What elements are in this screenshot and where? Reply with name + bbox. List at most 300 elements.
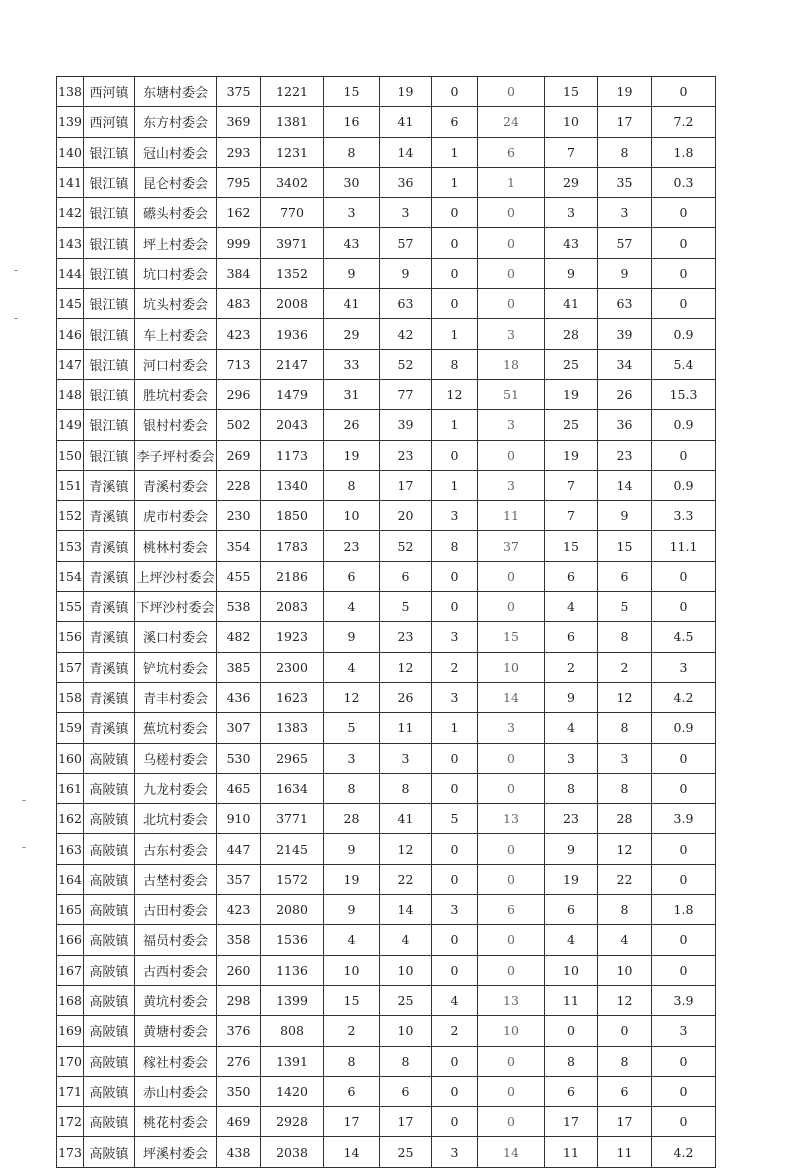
cell-col-k: 10 (598, 955, 652, 985)
cell-village: 上坪沙村委会 (135, 561, 217, 591)
cell-population: 2008 (261, 289, 324, 319)
cell-row-number: 150 (57, 440, 84, 470)
cell-row-number: 151 (57, 470, 84, 500)
cell-poor-households: 14 (324, 1137, 380, 1167)
cell-poor-households: 15 (324, 985, 380, 1015)
cell-poor-population: 42 (380, 319, 432, 349)
data-table (56, 76, 716, 1168)
cell-col-j: 6 (545, 1076, 598, 1106)
cell-population: 1420 (261, 1076, 324, 1106)
table-row (57, 470, 716, 500)
cell-col-h: 1 (432, 410, 478, 440)
cell-poor-households: 8 (324, 1046, 380, 1076)
cell-col-k: 63 (598, 289, 652, 319)
cell-col-j: 4 (545, 925, 598, 955)
cell-poor-population: 17 (380, 1107, 432, 1137)
cell-households: 465 (217, 773, 261, 803)
cell-poor-households: 3 (324, 198, 380, 228)
cell-col-h: 0 (432, 1076, 478, 1106)
cell-village: 赤山村委会 (135, 1076, 217, 1106)
cell-town: 青溪镇 (84, 682, 135, 712)
cell-poor-population: 9 (380, 258, 432, 288)
cell-population: 1383 (261, 713, 324, 743)
cell-col-j: 7 (545, 137, 598, 167)
cell-col-h: 0 (432, 955, 478, 985)
cell-col-h: 0 (432, 198, 478, 228)
cell-village: 东方村委会 (135, 107, 217, 137)
cell-rate: 0 (652, 1107, 716, 1137)
cell-col-i: 10 (478, 1016, 545, 1046)
cell-row-number: 164 (57, 864, 84, 894)
table-row (57, 592, 716, 622)
cell-col-h: 0 (432, 258, 478, 288)
cell-village: 车上村委会 (135, 319, 217, 349)
cell-village: 黄塘村委会 (135, 1016, 217, 1046)
cell-col-k: 39 (598, 319, 652, 349)
cell-col-j: 6 (545, 895, 598, 925)
cell-rate: 0 (652, 198, 716, 228)
table-row (57, 501, 716, 531)
cell-households: 438 (217, 1137, 261, 1167)
table-row (57, 925, 716, 955)
table-row (57, 864, 716, 894)
cell-village: 坪溪村委会 (135, 1137, 217, 1167)
cell-poor-population: 17 (380, 470, 432, 500)
cell-population: 2186 (261, 561, 324, 591)
cell-row-number: 145 (57, 289, 84, 319)
cell-col-h: 5 (432, 804, 478, 834)
cell-col-j: 6 (545, 561, 598, 591)
cell-poor-households: 8 (324, 773, 380, 803)
cell-col-k: 8 (598, 713, 652, 743)
cell-village: 李子坪村委会 (135, 440, 217, 470)
cell-poor-households: 26 (324, 410, 380, 440)
cell-households: 795 (217, 167, 261, 197)
cell-poor-population: 26 (380, 682, 432, 712)
cell-poor-households: 3 (324, 743, 380, 773)
cell-col-j: 3 (545, 743, 598, 773)
cell-village: 坑口村委会 (135, 258, 217, 288)
cell-col-k: 17 (598, 107, 652, 137)
cell-village: 冠山村委会 (135, 137, 217, 167)
cell-rate: 0.9 (652, 713, 716, 743)
cell-row-number: 171 (57, 1076, 84, 1106)
cell-rate: 0 (652, 592, 716, 622)
cell-col-k: 26 (598, 379, 652, 409)
cell-households: 469 (217, 1107, 261, 1137)
table-row (57, 1016, 716, 1046)
cell-col-i: 0 (478, 592, 545, 622)
cell-poor-population: 39 (380, 410, 432, 440)
cell-population: 1221 (261, 77, 324, 107)
cell-households: 162 (217, 198, 261, 228)
cell-households: 260 (217, 955, 261, 985)
cell-row-number: 148 (57, 379, 84, 409)
cell-town: 银江镇 (84, 289, 135, 319)
cell-town: 高陂镇 (84, 1107, 135, 1137)
cell-village: 蕉坑村委会 (135, 713, 217, 743)
cell-rate: 3.9 (652, 985, 716, 1015)
cell-town: 青溪镇 (84, 713, 135, 743)
cell-rate: 3.3 (652, 501, 716, 531)
cell-poor-population: 22 (380, 864, 432, 894)
cell-poor-population: 10 (380, 1016, 432, 1046)
cell-rate: 0 (652, 289, 716, 319)
cell-population: 808 (261, 1016, 324, 1046)
cell-poor-households: 9 (324, 895, 380, 925)
cell-col-h: 2 (432, 1016, 478, 1046)
cell-col-j: 19 (545, 379, 598, 409)
cell-row-number: 166 (57, 925, 84, 955)
cell-rate: 0.9 (652, 410, 716, 440)
cell-households: 538 (217, 592, 261, 622)
cell-households: 354 (217, 531, 261, 561)
cell-col-i: 6 (478, 137, 545, 167)
cell-population: 1381 (261, 107, 324, 137)
cell-households: 269 (217, 440, 261, 470)
table-row (57, 1076, 716, 1106)
cell-col-j: 11 (545, 1137, 598, 1167)
cell-col-i: 0 (478, 289, 545, 319)
cell-poor-households: 15 (324, 77, 380, 107)
cell-village: 胜坑村委会 (135, 379, 217, 409)
cell-population: 1352 (261, 258, 324, 288)
cell-households: 230 (217, 501, 261, 531)
cell-col-k: 12 (598, 985, 652, 1015)
cell-rate: 3 (652, 1016, 716, 1046)
cell-village: 虎市村委会 (135, 501, 217, 531)
cell-village: 礤头村委会 (135, 198, 217, 228)
cell-poor-households: 31 (324, 379, 380, 409)
cell-village: 溪口村委会 (135, 622, 217, 652)
cell-town: 青溪镇 (84, 531, 135, 561)
cell-households: 375 (217, 77, 261, 107)
cell-population: 1340 (261, 470, 324, 500)
cell-rate: 0 (652, 228, 716, 258)
cell-col-j: 10 (545, 955, 598, 985)
cell-col-h: 1 (432, 167, 478, 197)
cell-col-j: 4 (545, 592, 598, 622)
cell-col-h: 1 (432, 319, 478, 349)
cell-town: 青溪镇 (84, 652, 135, 682)
cell-rate: 0 (652, 1046, 716, 1076)
cell-poor-households: 17 (324, 1107, 380, 1137)
table-row (57, 379, 716, 409)
cell-col-k: 22 (598, 864, 652, 894)
cell-row-number: 168 (57, 985, 84, 1015)
cell-col-k: 3 (598, 743, 652, 773)
cell-col-k: 34 (598, 349, 652, 379)
cell-col-j: 8 (545, 773, 598, 803)
cell-town: 银江镇 (84, 319, 135, 349)
cell-col-k: 0 (598, 1016, 652, 1046)
cell-households: 483 (217, 289, 261, 319)
cell-town: 高陂镇 (84, 1046, 135, 1076)
cell-households: 385 (217, 652, 261, 682)
cell-town: 银江镇 (84, 349, 135, 379)
cell-town: 高陂镇 (84, 804, 135, 834)
cell-row-number: 160 (57, 743, 84, 773)
cell-col-i: 13 (478, 804, 545, 834)
cell-population: 1850 (261, 501, 324, 531)
cell-col-i: 13 (478, 985, 545, 1015)
cell-town: 银江镇 (84, 228, 135, 258)
cell-col-h: 0 (432, 864, 478, 894)
cell-row-number: 162 (57, 804, 84, 834)
cell-row-number: 147 (57, 349, 84, 379)
cell-poor-population: 12 (380, 652, 432, 682)
cell-population: 1634 (261, 773, 324, 803)
cell-village: 坑头村委会 (135, 289, 217, 319)
cell-row-number: 155 (57, 592, 84, 622)
cell-households: 999 (217, 228, 261, 258)
cell-col-i: 0 (478, 1107, 545, 1137)
cell-col-j: 7 (545, 470, 598, 500)
cell-col-k: 28 (598, 804, 652, 834)
cell-poor-households: 2 (324, 1016, 380, 1046)
cell-village: 北坑村委会 (135, 804, 217, 834)
cell-row-number: 159 (57, 713, 84, 743)
cell-town: 高陂镇 (84, 834, 135, 864)
cell-col-i: 0 (478, 743, 545, 773)
cell-row-number: 165 (57, 895, 84, 925)
cell-village: 下坪沙村委会 (135, 592, 217, 622)
cell-population: 3402 (261, 167, 324, 197)
cell-col-h: 3 (432, 1137, 478, 1167)
cell-col-k: 17 (598, 1107, 652, 1137)
cell-row-number: 141 (57, 167, 84, 197)
cell-village: 青溪村委会 (135, 470, 217, 500)
cell-row-number: 157 (57, 652, 84, 682)
cell-col-h: 0 (432, 289, 478, 319)
cell-population: 770 (261, 198, 324, 228)
table-row (57, 77, 716, 107)
cell-row-number: 140 (57, 137, 84, 167)
cell-col-h: 1 (432, 470, 478, 500)
cell-col-i: 18 (478, 349, 545, 379)
cell-village: 东塘村委会 (135, 77, 217, 107)
cell-rate: 11.1 (652, 531, 716, 561)
cell-col-i: 0 (478, 925, 545, 955)
cell-town: 高陂镇 (84, 1016, 135, 1046)
cell-poor-households: 43 (324, 228, 380, 258)
cell-poor-households: 41 (324, 289, 380, 319)
cell-households: 436 (217, 682, 261, 712)
cell-town: 西河镇 (84, 107, 135, 137)
cell-poor-households: 10 (324, 501, 380, 531)
cell-households: 369 (217, 107, 261, 137)
cell-village: 昆仑村委会 (135, 167, 217, 197)
cell-village: 银村村委会 (135, 410, 217, 440)
cell-col-h: 0 (432, 228, 478, 258)
cell-poor-population: 8 (380, 773, 432, 803)
cell-poor-population: 52 (380, 531, 432, 561)
cell-population: 1783 (261, 531, 324, 561)
cell-rate: 0 (652, 743, 716, 773)
cell-households: 384 (217, 258, 261, 288)
cell-population: 1173 (261, 440, 324, 470)
cell-col-k: 57 (598, 228, 652, 258)
cell-col-i: 0 (478, 773, 545, 803)
cell-col-i: 0 (478, 77, 545, 107)
cell-col-k: 23 (598, 440, 652, 470)
cell-town: 高陂镇 (84, 955, 135, 985)
cell-households: 357 (217, 864, 261, 894)
cell-col-h: 0 (432, 773, 478, 803)
cell-poor-population: 6 (380, 1076, 432, 1106)
cell-population: 1923 (261, 622, 324, 652)
cell-households: 293 (217, 137, 261, 167)
cell-town: 青溪镇 (84, 622, 135, 652)
cell-col-j: 25 (545, 349, 598, 379)
cell-poor-households: 23 (324, 531, 380, 561)
cell-poor-population: 12 (380, 834, 432, 864)
cell-population: 3971 (261, 228, 324, 258)
cell-rate: 0 (652, 1076, 716, 1106)
cell-col-k: 19 (598, 77, 652, 107)
cell-col-h: 0 (432, 592, 478, 622)
cell-poor-households: 19 (324, 440, 380, 470)
cell-rate: 5.4 (652, 349, 716, 379)
cell-col-i: 14 (478, 1137, 545, 1167)
table-row (57, 107, 716, 137)
table-row (57, 1137, 716, 1167)
cell-population: 1536 (261, 925, 324, 955)
cell-poor-population: 23 (380, 440, 432, 470)
cell-town: 高陂镇 (84, 895, 135, 925)
cell-col-h: 0 (432, 925, 478, 955)
cell-poor-population: 41 (380, 804, 432, 834)
cell-poor-households: 5 (324, 713, 380, 743)
cell-households: 350 (217, 1076, 261, 1106)
cell-rate: 0 (652, 440, 716, 470)
table-row (57, 985, 716, 1015)
cell-households: 910 (217, 804, 261, 834)
cell-town: 青溪镇 (84, 501, 135, 531)
cell-town: 高陂镇 (84, 985, 135, 1015)
cell-rate: 0 (652, 561, 716, 591)
cell-households: 228 (217, 470, 261, 500)
cell-town: 银江镇 (84, 167, 135, 197)
cell-row-number: 158 (57, 682, 84, 712)
table-row (57, 410, 716, 440)
cell-poor-population: 23 (380, 622, 432, 652)
cell-town: 高陂镇 (84, 925, 135, 955)
cell-village: 青丰村委会 (135, 682, 217, 712)
cell-col-h: 1 (432, 713, 478, 743)
cell-col-j: 23 (545, 804, 598, 834)
cell-poor-population: 14 (380, 137, 432, 167)
cell-poor-households: 30 (324, 167, 380, 197)
cell-households: 502 (217, 410, 261, 440)
cell-col-j: 17 (545, 1107, 598, 1137)
cell-row-number: 169 (57, 1016, 84, 1046)
cell-poor-population: 3 (380, 743, 432, 773)
table-row (57, 1046, 716, 1076)
cell-rate: 0 (652, 258, 716, 288)
cell-col-i: 10 (478, 652, 545, 682)
cell-col-k: 9 (598, 501, 652, 531)
cell-col-j: 9 (545, 682, 598, 712)
cell-col-h: 0 (432, 743, 478, 773)
cell-households: 530 (217, 743, 261, 773)
cell-town: 高陂镇 (84, 864, 135, 894)
cell-col-i: 0 (478, 834, 545, 864)
cell-town: 青溪镇 (84, 561, 135, 591)
cell-poor-households: 4 (324, 925, 380, 955)
cell-population: 1136 (261, 955, 324, 985)
cell-population: 2043 (261, 410, 324, 440)
cell-col-i: 0 (478, 955, 545, 985)
table-row (57, 440, 716, 470)
cell-village: 古东村委会 (135, 834, 217, 864)
cell-town: 高陂镇 (84, 1076, 135, 1106)
cell-col-i: 1 (478, 167, 545, 197)
cell-col-j: 3 (545, 198, 598, 228)
cell-population: 1572 (261, 864, 324, 894)
cell-rate: 0.9 (652, 470, 716, 500)
cell-col-h: 1 (432, 137, 478, 167)
cell-rate: 3 (652, 652, 716, 682)
cell-town: 银江镇 (84, 410, 135, 440)
cell-village: 稼社村委会 (135, 1046, 217, 1076)
cell-rate: 4.2 (652, 1137, 716, 1167)
cell-rate: 3.9 (652, 804, 716, 834)
cell-col-i: 15 (478, 622, 545, 652)
table-row (57, 258, 716, 288)
cell-poor-households: 6 (324, 561, 380, 591)
cell-poor-population: 25 (380, 1137, 432, 1167)
cell-village: 桃林村委会 (135, 531, 217, 561)
cell-village: 古田村委会 (135, 895, 217, 925)
cell-col-h: 0 (432, 834, 478, 864)
cell-poor-households: 9 (324, 622, 380, 652)
cell-population: 1936 (261, 319, 324, 349)
table-row (57, 834, 716, 864)
cell-col-j: 41 (545, 289, 598, 319)
cell-col-i: 11 (478, 501, 545, 531)
cell-col-i: 3 (478, 319, 545, 349)
cell-col-h: 8 (432, 349, 478, 379)
cell-col-k: 8 (598, 622, 652, 652)
cell-row-number: 163 (57, 834, 84, 864)
table-row (57, 682, 716, 712)
cell-col-h: 3 (432, 682, 478, 712)
cell-poor-households: 9 (324, 834, 380, 864)
cell-poor-population: 3 (380, 198, 432, 228)
cell-town: 银江镇 (84, 379, 135, 409)
cell-population: 2965 (261, 743, 324, 773)
cell-col-h: 4 (432, 985, 478, 1015)
cell-col-j: 9 (545, 258, 598, 288)
cell-village: 桃花村委会 (135, 1107, 217, 1137)
cell-town: 青溪镇 (84, 470, 135, 500)
cell-poor-households: 19 (324, 864, 380, 894)
cell-row-number: 154 (57, 561, 84, 591)
cell-col-i: 0 (478, 1046, 545, 1076)
cell-rate: 15.3 (652, 379, 716, 409)
cell-col-j: 9 (545, 834, 598, 864)
cell-col-h: 3 (432, 501, 478, 531)
cell-col-h: 2 (432, 652, 478, 682)
cell-rate: 0 (652, 955, 716, 985)
table-row (57, 743, 716, 773)
cell-poor-households: 4 (324, 652, 380, 682)
scan-mark (14, 318, 18, 319)
cell-col-i: 37 (478, 531, 545, 561)
cell-poor-population: 77 (380, 379, 432, 409)
cell-col-k: 8 (598, 1046, 652, 1076)
